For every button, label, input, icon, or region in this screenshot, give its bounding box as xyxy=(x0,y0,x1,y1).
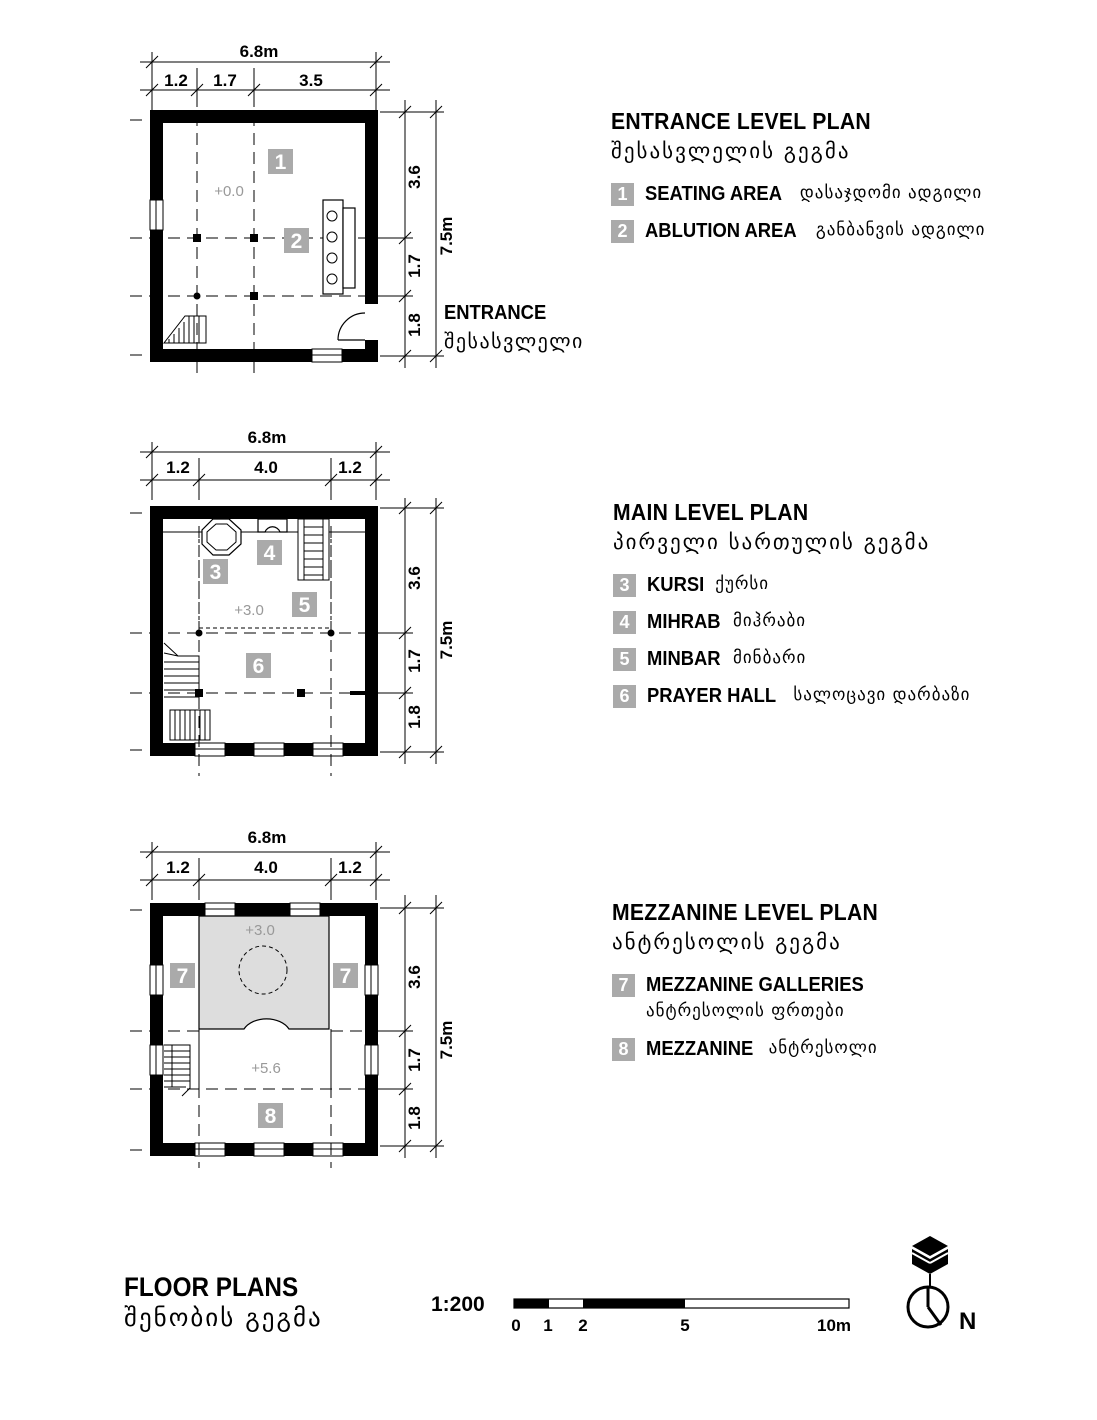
ablution-fixture xyxy=(323,200,343,294)
dim-height-part: 1.7 xyxy=(405,254,424,278)
dim-width-part: 3.5 xyxy=(299,71,323,90)
stairs xyxy=(164,643,210,740)
dim-height-part: 3.6 xyxy=(405,566,424,590)
room-badge-label: 8 xyxy=(264,1105,277,1128)
legend-subtitle: პირველი სართულის გეგმა xyxy=(613,530,931,554)
level-marker: +5.6 xyxy=(251,1060,281,1077)
legend-item-ka: ანტრესოლის ფრთები xyxy=(646,1001,845,1021)
legend-badge: 7 xyxy=(612,974,635,997)
north-arrow-icon xyxy=(908,1287,948,1327)
dim-total-width: 6.8m xyxy=(239,42,279,61)
room-badge-label: 7 xyxy=(339,965,352,988)
door-swing xyxy=(338,313,365,340)
legend-badge: 3 xyxy=(613,574,636,597)
legend-item-name: SEATING AREA xyxy=(645,183,782,205)
minbar-stairs xyxy=(298,519,329,580)
mihrab xyxy=(258,519,287,532)
legend-item-name: KURSI xyxy=(647,574,705,596)
legend-item xyxy=(612,974,901,1038)
dim-height-part: 3.6 xyxy=(405,965,424,989)
room-badge-label: 2 xyxy=(290,230,303,253)
legend-badge: 5 xyxy=(613,648,636,671)
entrance-level-plan xyxy=(130,42,456,380)
legend-item xyxy=(611,220,985,257)
legend-item-name: MEZZANINE xyxy=(646,1038,754,1060)
stairs xyxy=(164,1045,190,1096)
legend-item-name: ABLUTION AREA xyxy=(645,220,797,242)
legend-item xyxy=(613,648,970,685)
dim-height-part: 3.6 xyxy=(405,165,424,189)
level-marker: +3.0 xyxy=(245,922,275,939)
dim-height-part: 1.7 xyxy=(405,1048,424,1072)
level-marker: +0.0 xyxy=(214,183,244,200)
floor-plans-title-block xyxy=(124,1272,323,1332)
level-marker: +3.0 xyxy=(234,602,264,619)
kaaba-icon xyxy=(912,1236,948,1286)
legend-item-ka: ანტრესოლი xyxy=(768,1038,878,1058)
room-badge-label: 3 xyxy=(209,561,222,584)
entrance-label-en: ENTRANCE xyxy=(444,302,547,324)
legend-item-ka: დასაჯდომი ადგილი xyxy=(799,183,983,203)
scale-tick: 5 xyxy=(680,1316,690,1335)
scale-tick: 0 xyxy=(511,1316,521,1335)
legend-badge: 4 xyxy=(613,611,636,634)
legend-item-ka: მინბარი xyxy=(733,648,807,668)
legend-item-name: MIHRAB xyxy=(647,611,721,633)
legend-item-name: PRAYER HALL xyxy=(647,685,777,707)
scale-tick: 2 xyxy=(578,1316,588,1335)
legend-item-ka: მიჰრაბი xyxy=(733,611,807,631)
dim-total-height: 7.5m xyxy=(437,620,456,660)
scale-ratio: 1:200 xyxy=(431,1293,485,1316)
legend-item xyxy=(611,183,985,220)
room-badge-label: 1 xyxy=(274,151,287,174)
dim-height-part: 1.7 xyxy=(405,649,424,673)
legend-main-level xyxy=(613,499,970,722)
legend-item-name: MINBAR xyxy=(647,648,721,670)
main-level-plan xyxy=(130,428,456,776)
stairs xyxy=(164,316,206,343)
scale-bar xyxy=(511,1299,851,1335)
page-subtitle: შენობის გეგმა xyxy=(124,1303,323,1332)
dim-total-width: 6.8m xyxy=(247,828,287,847)
scale-tick: 10m xyxy=(816,1316,852,1335)
dim-total-width: 6.8m xyxy=(247,428,287,447)
dim-width-part: 1.2 xyxy=(166,458,190,477)
legend-item xyxy=(613,611,970,648)
legend-subtitle: შესასვლელის გეგმა xyxy=(611,139,851,163)
dim-width-part: 1.2 xyxy=(164,71,188,90)
legend-badge: 2 xyxy=(611,220,634,243)
legend-item-ka: ქურსი xyxy=(715,574,770,594)
legend-title: MEZZANINE LEVEL PLAN xyxy=(612,899,879,925)
room-badge-label: 6 xyxy=(252,655,265,678)
north-label: N xyxy=(959,1308,977,1335)
scale-tick: 1 xyxy=(543,1316,553,1335)
room-badge-label: 7 xyxy=(176,965,189,988)
dim-width-part: 4.0 xyxy=(254,858,278,877)
legend-title: MAIN LEVEL PLAN xyxy=(613,499,809,525)
mezzanine-level-plan xyxy=(130,828,456,1168)
entrance-door xyxy=(365,304,378,340)
legend-title: ENTRANCE LEVEL PLAN xyxy=(611,108,871,134)
legend-item xyxy=(612,1038,901,1075)
legend-mezzanine-level xyxy=(612,899,901,1075)
dim-height-part: 1.8 xyxy=(405,705,424,729)
legend-item xyxy=(613,685,970,722)
dim-height-part: 1.8 xyxy=(405,1106,424,1130)
entrance-label xyxy=(444,302,584,353)
dim-total-height: 7.5m xyxy=(437,216,456,256)
legend-badge: 8 xyxy=(612,1038,635,1061)
dim-width-part: 1.2 xyxy=(338,858,362,877)
room-badge-label: 4 xyxy=(263,542,276,565)
legend-badge: 1 xyxy=(611,183,634,206)
legend-badge: 6 xyxy=(613,685,636,708)
dim-width-part: 1.2 xyxy=(166,858,190,877)
legend-entrance-level xyxy=(611,108,985,257)
page-title: FLOOR PLANS xyxy=(124,1272,299,1302)
legend-item-ka: განბანვის ადგილი xyxy=(815,220,986,240)
legend-subtitle: ანტრესოლის გეგმა xyxy=(612,930,842,954)
room-badge-label: 5 xyxy=(298,594,311,617)
dim-width-part: 1.7 xyxy=(213,71,237,90)
dim-height-part: 1.8 xyxy=(405,313,424,337)
legend-item-name: MEZZANINE GALLERIES xyxy=(646,974,864,996)
legend-item xyxy=(613,574,970,611)
dim-width-part: 4.0 xyxy=(254,458,278,477)
dim-total-height: 7.5m xyxy=(437,1020,456,1060)
entrance-label-ka: შესასვლელი xyxy=(444,329,584,353)
dim-width-part: 1.2 xyxy=(338,458,362,477)
legend-item-ka: სალოცავი დარბაზი xyxy=(793,685,971,705)
